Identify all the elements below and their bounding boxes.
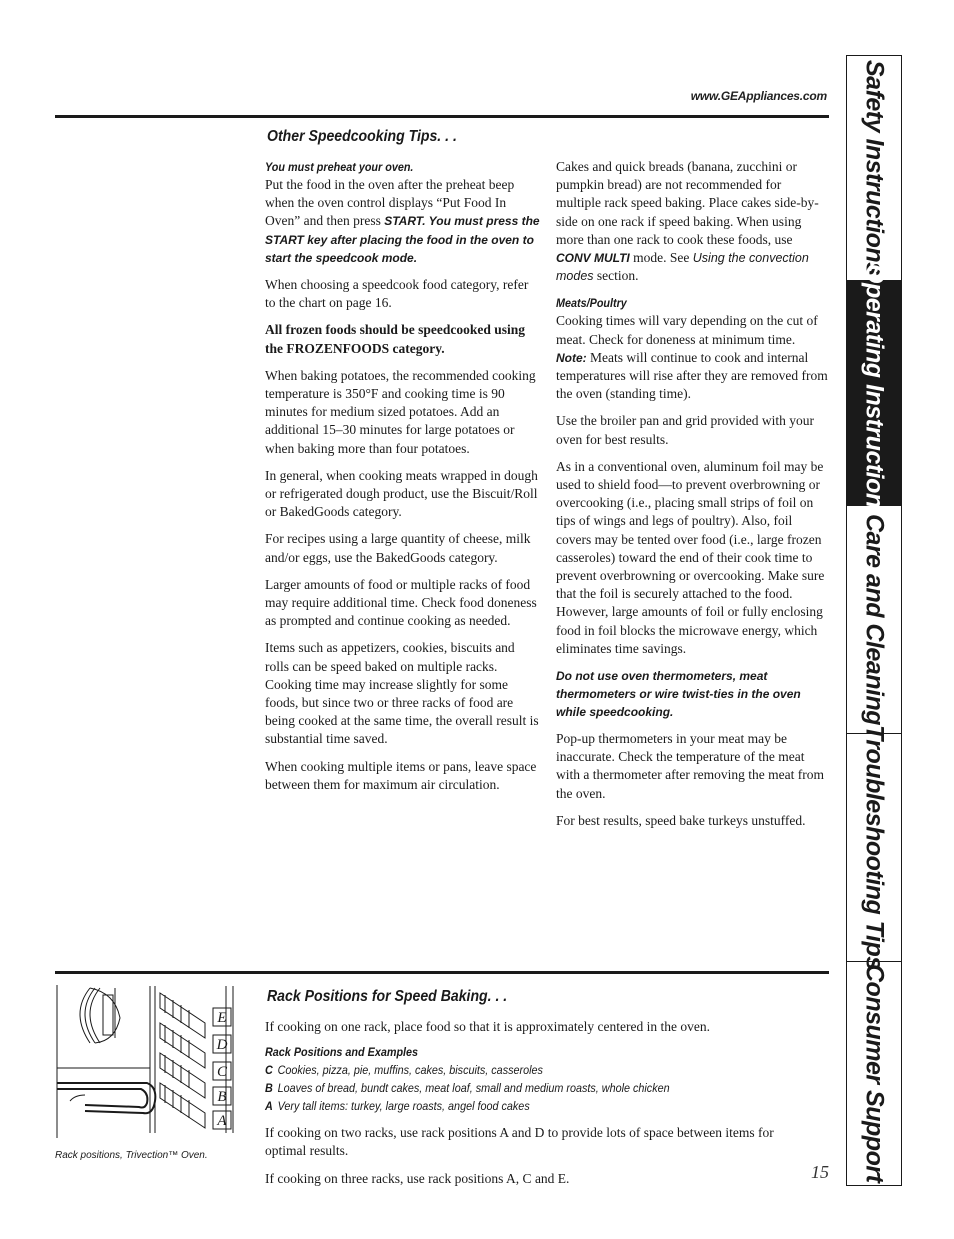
rack-label-c: C bbox=[216, 1064, 228, 1080]
dough-paragraph: In general, when cooking meats wrapped in dough or refrigerated dough product, use the Biscuit/Roll or BakedGoods category. bbox=[265, 467, 538, 520]
oven-rack-illustration bbox=[55, 983, 235, 1143]
rack-positions-body bbox=[265, 1018, 825, 1197]
frozen-foods-paragraph: All frozen foods should be speedcooked using the FROZENFOODS category. bbox=[265, 322, 526, 356]
potatoes-paragraph: When baking potatoes, the recommended cooking temperature is 350°F and cooking time is 90 minutes for medium sized potatoes. Add an additional 15–30 minutes for large potatoes or when baking more than four potatoes. bbox=[265, 367, 536, 456]
top-rule bbox=[55, 115, 829, 118]
rack-example-item: C Cookies, pizza, pie, muffins, cakes, biscuits, casseroles bbox=[265, 1063, 543, 1078]
note-label: Note: bbox=[556, 350, 587, 365]
air-circulation-paragraph: When cooking multiple items or pans, leave space between them for maximum air circulation. bbox=[265, 758, 537, 792]
tips-left-column bbox=[265, 158, 540, 803]
rack-position-letter: A bbox=[265, 1099, 273, 1114]
rack-label-d: D bbox=[216, 1037, 228, 1053]
popup-thermometer-paragraph: Pop-up thermometers in your meat may be inaccurate. Check the temperature of the meat with a thermometer after removing the meat from the oven. bbox=[556, 731, 825, 801]
preheat-paragraph: Put the food in the oven after the preheat beep when the oven control displays “Put Food In Oven” and then press START. You must press the START key after placing the food in the oven to start the speedcook mode. bbox=[265, 177, 540, 265]
three-racks-paragraph: If cooking on three racks, use rack positions A, C and E. bbox=[265, 1170, 570, 1186]
speedcooking-tips-title: Other Speedcooking Tips. . . bbox=[267, 128, 457, 145]
turkey-paragraph: For best results, speed bake turkeys unstuffed. bbox=[556, 812, 806, 828]
page-number: 15 bbox=[811, 1162, 829, 1182]
tab-care-and-cleaning[interactable]: Care and Cleaning bbox=[847, 506, 901, 734]
meat-times-paragraph: Cooking times will vary depending on the cut of meat. Check for doneness at minimum time. Note: Meats will continue to cook and internal temperatures will rise after they are removed from the oven (standing time). bbox=[556, 313, 828, 402]
rack-examples-list bbox=[265, 1061, 825, 1115]
one-rack-paragraph: If cooking on one rack, place food so that it is approximately centered in the oven. bbox=[265, 1019, 710, 1034]
thermometer-warning-heading: Do not use oven thermometers, meat thermometers or wire twist-ties in the oven while speedcooking. bbox=[556, 669, 801, 720]
rack-examples-heading: Rack Positions and Examples bbox=[265, 1045, 419, 1060]
tab-consumer-support[interactable]: Consumer Support bbox=[860, 964, 889, 1183]
rack-positions-title: Rack Positions for Speed Baking. . . bbox=[267, 988, 508, 1005]
tab-operating-instructions[interactable]: Operating Instructions bbox=[847, 281, 901, 506]
preheat-heading: You must preheat your oven. bbox=[265, 160, 414, 174]
section-divider-rule bbox=[55, 971, 829, 974]
rack-example-item: B Loaves of bread, bundt cakes, meat loaf, small and medium roasts, whole chicken bbox=[265, 1081, 670, 1096]
rack-position-letter: C bbox=[265, 1063, 273, 1078]
rack-example-item: A Very tall items: turkey, large roasts, angel food cakes bbox=[265, 1099, 530, 1114]
start-key-label: START. bbox=[384, 214, 426, 229]
section-sidebar bbox=[846, 55, 902, 1186]
meats-poultry-heading: Meats/Poultry bbox=[556, 296, 627, 311]
rack-label-e: E bbox=[217, 1010, 227, 1026]
rack-position-letter: B bbox=[265, 1081, 273, 1096]
two-racks-paragraph: If cooking on two racks, use rack positions A and D to provide lots of space between items for optimal results. bbox=[265, 1125, 774, 1159]
cheese-paragraph: For recipes using a large quantity of cheese, milk and/or eggs, use the BakedGoods category. bbox=[265, 531, 531, 565]
conv-multi-label: CONV MULTI bbox=[556, 251, 630, 266]
rack-label-a: A bbox=[217, 1113, 227, 1129]
rack-label-b: B bbox=[217, 1089, 227, 1105]
tips-right-column bbox=[556, 158, 828, 839]
convection-modes-reference: Using the convection modes bbox=[556, 251, 809, 284]
category-paragraph: When choosing a speedcook food category, refer to the chart on page 16. bbox=[265, 277, 529, 311]
aluminum-foil-paragraph: As in a conventional oven, aluminum foil may be used to shield food—to prevent overbrowning or overcooking (i.e., placing small strips of foil on tips of wings and legs of poultry). Also, foil covers may be tented over food (i.e., large frozen casseroles) toward the end of their cook time to prevent overbrowning or overcooking. Make sure that the foil is securely attached to the food. However, large amounts of foil or fully enclosing food in foil blocks the microwave energy, which eliminates time savings. bbox=[556, 458, 825, 656]
tab-troubleshooting-tips[interactable]: Troubleshooting Tips bbox=[847, 734, 901, 962]
cakes-paragraph: Cakes and quick breads (banana, zucchini or pumpkin bread) are not recommended for multiple rack speed baking. Place cakes side-by-side on one rack if speed baking. When using more than one rack to cook these foods, use CONV MULTI mode. See Using the convection modes section. bbox=[556, 159, 819, 284]
tab-safety-instructions[interactable]: Safety Instructions bbox=[847, 56, 901, 281]
website-url: www.GEAppliances.com bbox=[690, 89, 827, 103]
multiple-racks-paragraph: Larger amounts of food or multiple racks of food may require additional time. Check food doneness as prompted and continue cooking as needed. bbox=[265, 576, 537, 629]
appetizers-paragraph: Items such as appetizers, cookies, biscuits and rolls can be speed baked on multiple racks. Cooking time may increase slightly for some foods, but since two or three racks of food are being cooked at the same time, the overall result is substantial time saved. bbox=[265, 640, 539, 747]
illustration-caption: Rack positions, Trivection™ Oven. bbox=[55, 1150, 208, 1161]
broiler-pan-paragraph: Use the broiler pan and grid provided with your oven for best results. bbox=[556, 413, 814, 447]
